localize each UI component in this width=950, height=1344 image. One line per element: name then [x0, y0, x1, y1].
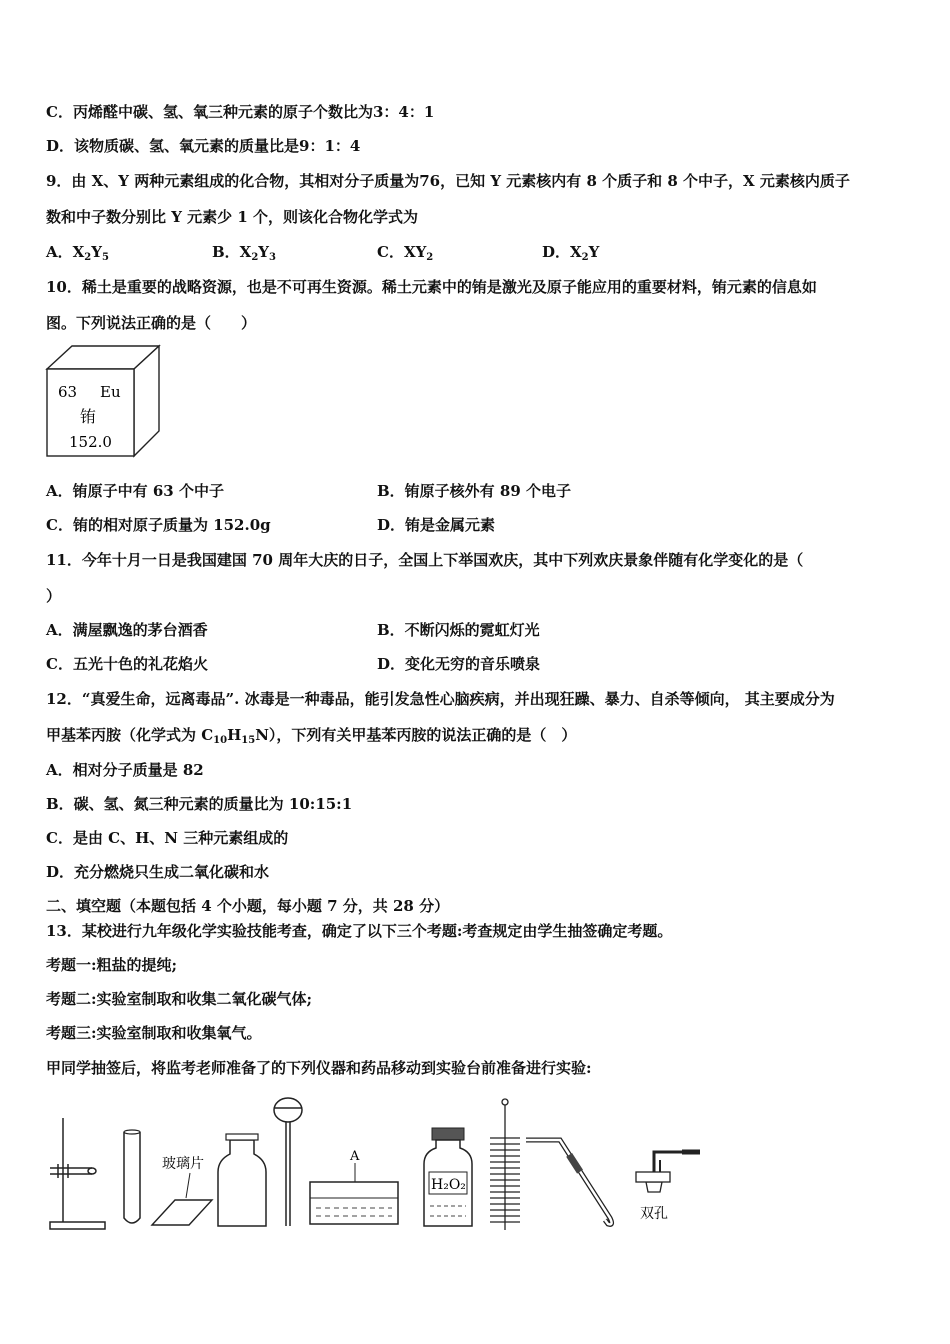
test-tube: [124, 1132, 140, 1223]
test-tube-brush: [490, 1099, 520, 1230]
q12-option-a: A．相对分子质量是 82: [46, 761, 204, 779]
q11-stem-line2: ）: [46, 587, 62, 605]
iron-stand: [50, 1118, 105, 1229]
element-atomic-mass: 152.0: [69, 433, 112, 451]
q10-option-c: C．铕的相对原子质量为 152.0g: [46, 516, 271, 534]
trough-label: A: [350, 1149, 360, 1164]
glass-plate: [152, 1200, 212, 1225]
q12-option-b: B．碳、氢、氮三种元素的质量比为 10:15:1: [46, 795, 353, 813]
q13-stem-line5: 甲同学抽签后，将监考老师准备了的下列仪器和药品移动到实验台前准备进行实验:: [46, 1059, 592, 1077]
q9-option-c: C．$XY_2$: [377, 243, 434, 263]
q13-topic-3: 考题三:实验室制取和收集氧气。: [46, 1024, 262, 1042]
q9-option-d: D．$X_2Y$: [542, 243, 600, 263]
q11-option-d: D．变化无穷的音乐喷泉: [377, 655, 541, 673]
q12-stem-line2: 甲基苯丙胺（化学式为 $C_{10}H_{15}N$），下列有关甲基苯丙胺的说法正确的是（ ）: [46, 726, 577, 746]
q9-stem-line2: 数和中子数分别比 Y 元素少 1 个，则该化合物化学式为: [46, 208, 419, 226]
element-name: 铕: [80, 407, 97, 426]
q11-stem-line1: 11．今年十月一日是我国建国 70 周年大庆的日子，全国上下举国欢庆，其中下列欢庆景象伴随有化学变化的是（: [46, 551, 804, 569]
element-symbol: Eu: [100, 383, 121, 401]
q10-option-d: D．铕是金属元素: [377, 516, 496, 534]
rubber-tube: [566, 1153, 583, 1174]
section-heading: 二、填空题（本题包括 4 个小题，每小题 7 分，共 28 分）: [46, 897, 450, 915]
q10-stem-line2: 图。下列说法正确的是（ ）: [46, 314, 257, 332]
bottle-label: H₂O₂: [431, 1177, 466, 1193]
stopper-label: 双孔: [640, 1206, 668, 1222]
q13-stem-line1: 13．某校进行九年级化学实验技能考查，确定了以下三个考题:考查规定由学生抽签确定考题。: [46, 922, 673, 940]
q12-option-c: C．是由 C、H、N 三种元素组成的: [46, 829, 289, 847]
q13-topic-1: 考题一:粗盐的提纯;: [46, 956, 178, 974]
q8-option-c: C．丙烯醛中碳、氢、氧三种元素的原子个数比为3：4：1: [46, 103, 435, 121]
q11-option-c: C．五光十色的礼花焰火: [46, 655, 208, 673]
q10-option-b: B．铕原子核外有 89 个电子: [377, 482, 571, 500]
q12-stem-line1: 12．“真爱生命，远离毒品”. 冰毒是一种毒品，能引发急性心脑疾病，并出现狂躁、暴力、自杀等倾向， 其主要成分为: [46, 690, 835, 708]
apparatus-figure: [40, 1090, 720, 1240]
element-card-figure: [44, 343, 164, 461]
thistle-funnel: [274, 1098, 302, 1226]
q13-topic-2: 考题二:实验室制取和收集二氧化碳气体;: [46, 990, 313, 1008]
hydrogen-peroxide-bottle: [424, 1128, 472, 1226]
q11-option-b: B．不断闪烁的霓虹灯光: [377, 621, 540, 639]
q10-option-a: A．铕原子中有 63 个中子: [46, 482, 224, 500]
q12-option-d: D．充分燃烧只生成二氧化碳和水: [46, 863, 270, 881]
q9-option-a: A．$X_2Y_5$: [46, 243, 109, 263]
gas-collecting-bottle: [218, 1140, 266, 1226]
two-hole-stopper: [636, 1152, 700, 1222]
q10-stem-line1: 10．稀土是重要的战略资源，也是不可再生资源。稀土元素中的铕是激光及原子能应用的重要材料，铕元素的信息如: [46, 278, 817, 296]
q9-option-b: B．$X_2Y_3$: [212, 243, 276, 263]
q8-option-d: D．该物质碳、氢、氧元素的质量比是9：1：4: [46, 137, 361, 155]
q9-stem-line1: 9．由 X、Y 两种元素组成的化合物，其相对分子质量为76，已知 Y 元素核内有 8 个质子和 8 个中子，X 元素核内质子: [46, 172, 850, 190]
glass-plate-label: 玻璃片: [162, 1156, 204, 1172]
element-atomic-number: 63: [58, 383, 78, 401]
q11-option-a: A．满屋飘逸的茅台酒香: [46, 621, 208, 639]
water-trough: [310, 1182, 398, 1224]
